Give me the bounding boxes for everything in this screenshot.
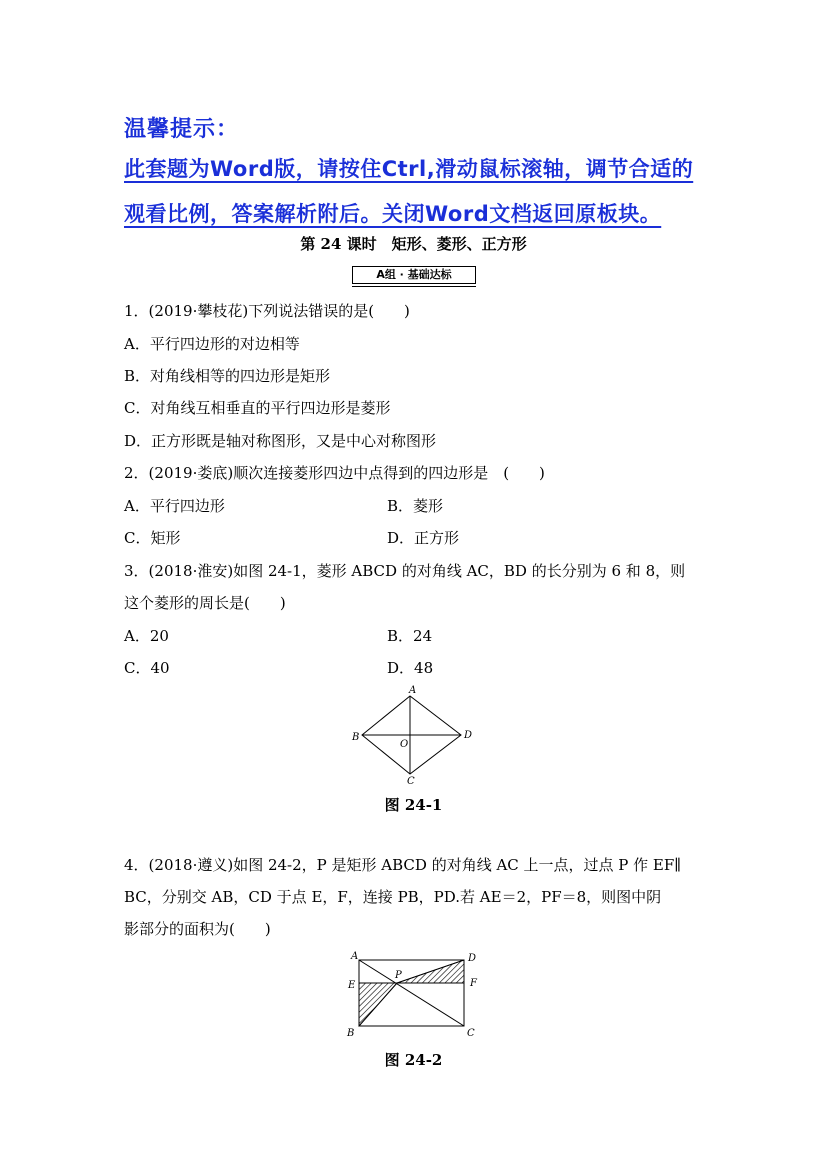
question-4-stem-line-1: 4．(2018·遵义)如图 24-2，P 是矩形 ABCD 的对角线 AC 上一点，过点 P 作 EF∥: [124, 856, 682, 874]
group-badge: A组 · 基础达标: [352, 266, 476, 284]
question-3-options-row-1: [124, 625, 433, 646]
fig2-label-d: D: [468, 953, 477, 964]
question-3-stem-line-1: 3．(2018·淮安)如图 24-1，菱形 ABCD 的对角线 AC，BD 的长分别为 6 和 8，则: [124, 562, 686, 580]
question-3-option-c: C．40: [124, 659, 170, 677]
question-2-options-row-2: [124, 527, 460, 548]
figure-24-2-caption: 图 24-2: [384, 1051, 443, 1069]
question-3-options-row-2: [124, 657, 434, 678]
tip-title: 温馨提示：: [124, 117, 240, 142]
fig1-label-b: B: [352, 732, 360, 743]
fig2-label-p: P: [395, 970, 402, 981]
fig2-label-c: C: [467, 1028, 475, 1039]
question-2-option-b: B．菱形: [387, 497, 444, 515]
fig1-label-c: C: [407, 776, 415, 787]
figure-24-1-caption: 图 24-1: [384, 796, 443, 814]
question-1-stem: 1．(2019·攀枝花)下列说法错误的是( ): [124, 302, 410, 320]
lesson-title: 第 24 课时 矩形、菱形、正方形: [300, 235, 527, 253]
question-2-stem: 2．(2019·娄底)顺次连接菱形四边中点得到的四边形是 ( ): [124, 464, 545, 482]
question-4-stem-line-2: BC，分别交 AB，CD 于点 E，F，连接 PB，PD.若 AE＝2，PF＝8，则图中阴: [124, 888, 662, 906]
question-1-option-c: C．对角线互相垂直的平行四边形是菱形: [124, 399, 391, 417]
fig1-label-a: A: [409, 685, 417, 696]
fig1-label-d: D: [464, 730, 473, 741]
tip-line-2: 观看比例，答案解析附后。关闭Word文档返回原板块。: [124, 202, 662, 226]
fig2-label-a: A: [351, 951, 359, 962]
fig2-label-e: E: [348, 980, 356, 991]
question-3-stem-line-2: 这个菱形的周长是( ): [124, 594, 286, 612]
question-3-option-b: B．24: [387, 627, 433, 645]
question-3-option-d: D．48: [387, 659, 434, 677]
question-1-option-b: B．对角线相等的四边形是矩形: [124, 367, 331, 385]
figure-24-2-rectangle: [340, 946, 490, 1041]
question-2-option-d: D．正方形: [387, 529, 460, 547]
figure-24-1-rhombus: [345, 682, 480, 787]
question-2-options-row-1: [124, 495, 444, 516]
question-1-option-d: D．正方形既是轴对称图形，又是中心对称图形: [124, 432, 437, 450]
fig1-label-o: O: [400, 739, 409, 750]
question-2-option-c: C．矩形: [124, 529, 181, 547]
tip-line-1: 此套题为Word版，请按住Ctrl,滑动鼠标滚轴，调节合适的: [124, 157, 694, 181]
question-1-option-a: A．平行四边形的对边相等: [124, 335, 300, 353]
question-4-stem-line-3: 影部分的面积为( ): [124, 920, 271, 938]
question-2-option-a: A．平行四边形: [124, 497, 225, 515]
fig2-label-f: F: [470, 978, 477, 989]
fig2-label-b: B: [347, 1028, 355, 1039]
question-3-option-a: A．20: [124, 627, 169, 645]
